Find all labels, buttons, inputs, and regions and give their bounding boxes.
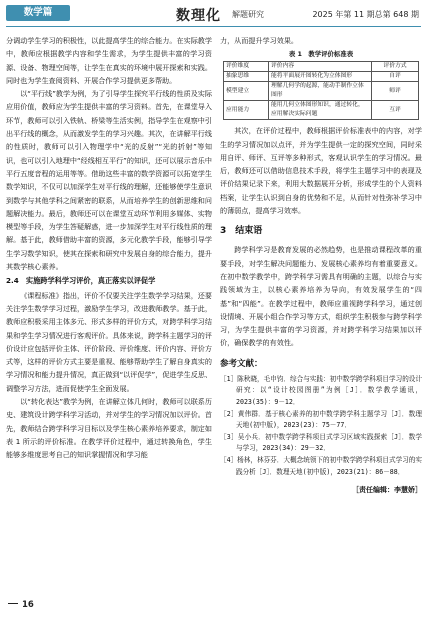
right-column bbox=[220, 34, 422, 497]
header-divider bbox=[6, 26, 421, 27]
table-title: 表 1 教学评价标准表 bbox=[288, 50, 354, 59]
table-cell: 应用能力 bbox=[224, 101, 269, 120]
page-header bbox=[0, 0, 427, 34]
table-header: 评价方式 bbox=[372, 62, 419, 72]
table-cell: 能将平面展开图转化为立体图形 bbox=[269, 72, 372, 82]
reference-item: ［2］黄伟群．基于核心素养的初中数学跨学科主题学习［J］．数理天地(初中版)，2023(23)：75－77． bbox=[220, 409, 422, 430]
paragraph: 力，从而提升学习效果。 bbox=[220, 36, 299, 45]
table-header: 评价内容 bbox=[269, 62, 372, 72]
section-tab: 数学篇 bbox=[6, 5, 70, 21]
issue-info: 2025 年第 11 期总第 648 期 bbox=[312, 10, 419, 19]
table-header: 评价维度 bbox=[224, 62, 269, 72]
reference-item: ［3］吴小兵．初中数学跨学科项目式学习区域实践探索［J］．数学与学习，2023(34)：29－32． bbox=[220, 432, 422, 453]
table-row bbox=[224, 101, 419, 120]
reference-item: ［1］陈秋晓，毛申钧．综合与实践：初中数学跨学科项目学习的设计研究：以“设计校园图册”为例［J］．数学教学通讯，2023(35)：9－12． bbox=[220, 374, 422, 406]
left-column bbox=[6, 34, 212, 462]
evaluation-table bbox=[223, 61, 419, 120]
table-cell: 理解几何学的起源，能动手制作立体图形 bbox=[269, 82, 372, 101]
reference-item: ［4］杨林，林芬芬．大概念统领下的初中数学跨学科项目式学习的实践分析［J］．数理天地(初中版)，2023(21)：86－88． bbox=[220, 455, 422, 476]
paragraph: 以“平行线”教学为例，为了引导学生探究平行线的性质及实际应用价值，教师应为学生提供丰富的学习资料。首先，在课堂导入环节，教师可以引入铁轨、桥梁等生活实例，指导学生在观察中引出平行线的概念，从而激发学生的学习兴趣。其次，在讲解平行线的性质时，教师可以引入物理学中“光的反射”“光的折射”等知识，也可以引入地理中“经线相互平行”的知识，还可以展示音乐中平行五度音程的运用等等。借助这些丰富的数学资源可以拓宽学生数学知识，不仅可以加深学生对平行线的理解，还能够使学生意识到数学与其他学科之间紧密的联系，从而培养学生的创新思维和问题解决能力。最后，教师还可以在课堂互动环节利用多媒体、实物模型等手段，为学生答疑解惑，进一步加深学生对平行线性质的理解。基于此，教师借助丰富的资源，多元化教学手段，能够引导学生学习数学知识，使其在探索和研究中发展自身的综合能力，提升其数学核心素养。 bbox=[6, 89, 212, 272]
paragraph: 《课程标准》指出，评价不仅要关注学生数学学习结果，还要关注学生数学学习过程，激励学生学习，改进教师教学。基于此，教师应积极采用主体多元、形式多样的评价方式，对跨学科学习结果和学生学习情况进行客观评价。具体来说，跨学科主题学习的评价设计应包括评价主体、评价阶段、评价维度、评价内容、评价方式等，这样的评价方式主要是重视、能够帮助学生了解自身真实的学习情况和能力提升情况，真正做到“以评促学”，促进学生反思、调整学习方法，进而促使学生全面发展。 bbox=[6, 290, 212, 393]
subsection-heading: 2.4 实施跨学科学习评价，真正落实以评促学 bbox=[6, 276, 156, 286]
editor-credit: ［责任编辑：李慧娇］ bbox=[352, 486, 422, 495]
table-cell: 师评 bbox=[372, 82, 419, 101]
references-title: 参考文献： bbox=[220, 358, 263, 369]
table-row bbox=[224, 72, 419, 82]
page-number-rule bbox=[8, 603, 18, 604]
table-row bbox=[224, 82, 419, 101]
paragraph: 分调动学生学习的积极性，以此提高学生的综合能力。在实际教学中，教师应根据教学内容和学生需求，为学生提供丰富的学习资源、设备、物理空间等，让学生在真实的环境中展开探索和实践。同时也为学生查阅资料、开展合作学习提供更多帮助。 bbox=[6, 36, 212, 85]
paragraph: 以“转化表达”教学为例，在讲解立体几何时，教师可以联系历史、建筑设计跨学科学习活动，并对学生的学习情况加以评价。首先，教师结合跨学科学习目标以及学生核心素养培养要求，制定如表 1 所示的评价标准。在教学评价过程中，通过转换角色，学生能够多维度思考自己的知识掌握情况和学习能 bbox=[6, 397, 212, 460]
table-cell: 抽象思维 bbox=[224, 72, 269, 82]
table-cell: 自评 bbox=[372, 72, 419, 82]
page-number: 16 bbox=[22, 600, 34, 610]
paragraph: 其次，在评价过程中，教师根据评价标准表中的内容，对学生的学习情况加以点评，并为学生提供一定的探究空间，同时采用自评、师评、互评等多种形式，客观认识学生的学习情况。最后，教师还可以借助信息技术手段，将学生主题学习中的表现及评价结果记录下来，利用大数据展开分析，形成学生的个人资料档案，让学生认识到自身的优势和不足，从而针对性弥补学习中的薄弱点，提高学习效率。 bbox=[220, 126, 422, 216]
magazine-title: 数理化 bbox=[176, 8, 221, 24]
table-cell: 互评 bbox=[372, 101, 419, 120]
paragraph: 跨学科学习是教育发展的必然趋势，也是推动课程改革的重要手段，对学生解决问题能力、发展核心素养均有着重要意义。在初中数学教学中，跨学科学习需具有明确的主题，以综合与实践领域为主，以核心素养培养为导向，有效发展学生的“四基”和“四能”。在教学过程中，教师应重视跨学科学习，通过创设情境、开展小组合作学习等方式，组织学生积极参与跨学科学习，为学生提供丰富的学习资源，并对跨学科学习结果加以评价，确保教学的有效性。 bbox=[220, 245, 422, 348]
table-cell: 模型建立 bbox=[224, 82, 269, 101]
table-header-row bbox=[224, 62, 419, 72]
table-cell: 能用几何立体图形知识，通过转化，应用解决实际问题 bbox=[269, 101, 372, 120]
section-name: 解题研究 bbox=[232, 10, 264, 19]
section-heading: 3 结束语 bbox=[220, 226, 263, 237]
